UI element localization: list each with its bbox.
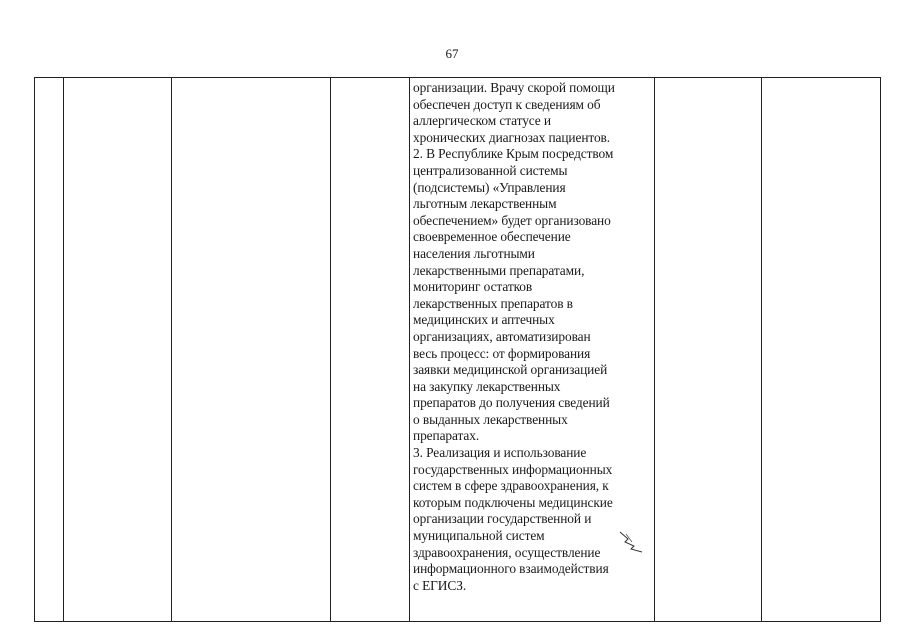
text-line: обеспечением» будет организовано	[413, 212, 611, 228]
text-line: обеспечен доступ к сведениям об	[413, 96, 601, 112]
text-line: препаратов до получения сведений	[413, 395, 610, 411]
text-line: аллергическом статусе и	[413, 113, 551, 129]
text-line: муниципальной систем	[413, 528, 545, 544]
text-line: (подсистемы) «Управления	[413, 179, 566, 195]
text-line: своевременное обеспечение	[413, 229, 571, 245]
content-text	[410, 78, 654, 594]
table-cell-empty	[64, 78, 172, 622]
text-line: централизованной системы	[413, 162, 568, 178]
page-number: 67	[445, 46, 459, 61]
text-line: информационного взаимодействия	[413, 561, 609, 577]
table-cell-empty	[762, 78, 881, 622]
document-table	[34, 77, 881, 622]
table-cell-empty	[331, 78, 410, 622]
text-line: организациях, автоматизирован	[413, 328, 591, 344]
text-line: организации государственной и	[413, 511, 592, 527]
text-line: населения льготными	[413, 245, 535, 261]
text-line: организации. Врачу скорой помощи	[413, 80, 615, 95]
text-line: заявки медицинской организацией	[413, 362, 608, 378]
table-cell-empty	[655, 78, 762, 622]
text-line: систем в сфере здравоохранения, к	[413, 478, 609, 494]
text-line: лекарственных препаратов в	[413, 295, 573, 311]
text-line: весь процесс: от формирования	[413, 345, 591, 361]
text-line: с ЕГИСЗ.	[413, 577, 467, 593]
text-line: мониторинг остатков	[413, 279, 533, 295]
table-cell-empty	[172, 78, 331, 622]
text-line: медицинских и аптечных	[413, 312, 555, 328]
text-line: льготным лекарственным	[413, 196, 557, 212]
text-line: здравоохранения, осуществление	[413, 544, 601, 560]
text-line: 2. В Республике Крым посредством	[413, 146, 614, 162]
text-line: 3. Реализация и использование	[413, 445, 587, 461]
table-row	[35, 78, 881, 622]
text-line: о выданных лекарственных	[413, 411, 568, 427]
text-line: лекарственными препаратами,	[413, 262, 585, 278]
text-line: препаратах.	[413, 428, 480, 444]
text-line: которым подключены медицинские	[413, 494, 613, 510]
handwritten-mark-icon	[618, 530, 654, 556]
text-line: на закупку лекарственных	[413, 378, 561, 394]
text-line: хронических диагнозах пациентов.	[413, 129, 611, 145]
text-line: государственных информационных	[413, 461, 613, 477]
table-cell-number	[35, 78, 64, 622]
